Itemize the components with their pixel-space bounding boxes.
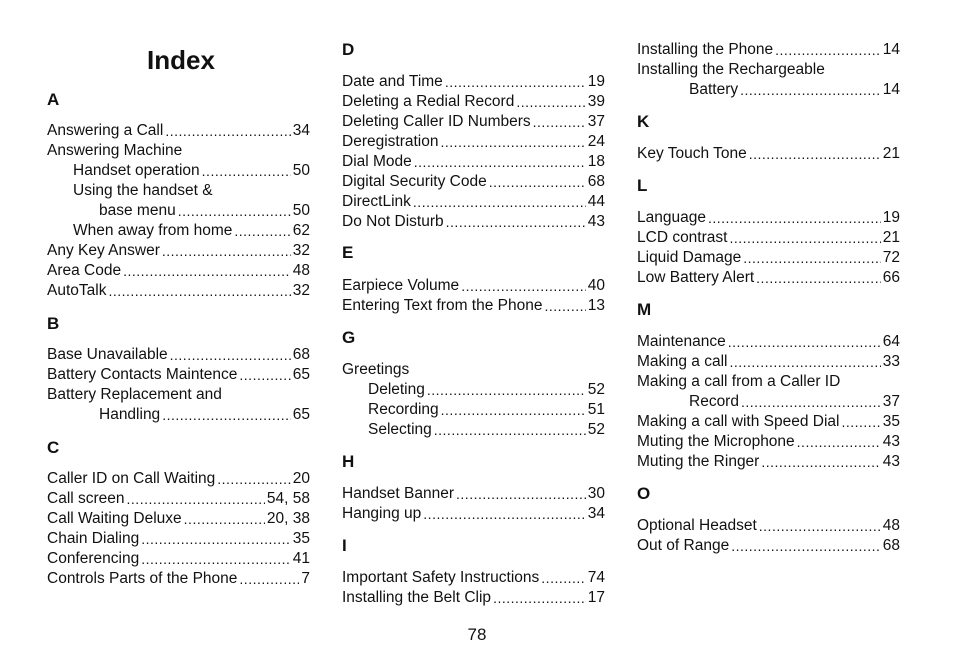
index-entry [637, 60, 900, 80]
dot-leader [234, 221, 290, 241]
index-entry [637, 536, 900, 556]
index-entry [342, 296, 605, 316]
dot-leader [761, 452, 880, 472]
index-entry [342, 132, 605, 152]
index-entry [342, 72, 605, 92]
index-entry [342, 420, 605, 440]
index-entry-term: Making a call with Speed Dial [637, 413, 840, 430]
dot-leader [127, 489, 265, 509]
index-entry [47, 365, 310, 385]
index-entry-page: 66 [882, 269, 900, 286]
index-entry-term: base menu [99, 202, 176, 219]
index-entry-page: 68 [882, 537, 900, 554]
dot-leader [541, 568, 585, 588]
dot-leader [217, 469, 290, 489]
index-entry-term: Making a call from a Caller ID [637, 373, 841, 390]
index-entry-page: 19 [587, 73, 605, 90]
index-entry [637, 352, 900, 372]
dot-leader [544, 296, 585, 316]
index-entry-page: 18 [587, 153, 605, 170]
section-letter: I [342, 536, 347, 555]
index-entry-term: Call screen [47, 490, 125, 507]
index-entry [47, 569, 310, 589]
index-entry-term: Conferencing [47, 550, 140, 567]
index-entry-page: 62 [292, 222, 310, 239]
dot-leader [759, 516, 881, 536]
dot-leader [841, 412, 880, 432]
index-entry-page: 43 [882, 453, 900, 470]
dot-leader [741, 392, 881, 412]
dot-leader [141, 549, 291, 569]
index-entry-page: 52 [587, 421, 605, 438]
index-entry-page: 19 [882, 209, 900, 226]
index-entry [637, 392, 900, 412]
section-letter: K [637, 112, 650, 131]
index-entry-term: Answering a Call [47, 122, 164, 139]
index-entry-page: 48 [292, 262, 310, 279]
index-entry-page: 14 [882, 81, 900, 98]
index-entry-page: 21 [882, 229, 900, 246]
index-entry-page: 44 [587, 193, 605, 210]
index-entry [637, 332, 900, 352]
index-entry-term: Optional Headset [637, 517, 757, 534]
index-entry-term: Caller ID on Call Waiting [47, 470, 216, 487]
dot-leader [162, 241, 291, 261]
index-entry-page: 74 [587, 569, 605, 586]
index-entry-term: Dial Mode [342, 153, 412, 170]
index-entry-page: 32 [292, 282, 310, 299]
index-entry-page: 50 [292, 202, 310, 219]
section-letter: A [47, 90, 60, 109]
index-entry [47, 345, 310, 365]
index-entry-term: Recording [368, 401, 439, 418]
index-entry-page: 40 [587, 277, 605, 294]
index-entry [47, 121, 310, 141]
index-entry [47, 469, 310, 489]
dot-leader [162, 405, 291, 425]
index-entry [47, 529, 310, 549]
dot-leader [427, 380, 586, 400]
index-entry-term: Maintenance [637, 333, 726, 350]
section-letter: H [342, 452, 355, 471]
dot-leader [141, 529, 291, 549]
index-entry-page: 54, 58 [266, 490, 310, 507]
index-entry-page: 43 [587, 213, 605, 230]
index-entry-term: Handset operation [73, 162, 200, 179]
index-entry-page: 35 [882, 413, 900, 430]
index-entry-term: Deleting Caller ID Numbers [342, 113, 531, 130]
index-entry-term: Liquid Damage [637, 249, 742, 266]
index-entry-page: 68 [292, 346, 310, 363]
dot-leader [123, 261, 291, 281]
index-entry [342, 484, 605, 504]
index-entry-page: 7 [301, 570, 310, 587]
index-entry-page: 32 [292, 242, 310, 259]
index-entry-term: When away from home [73, 222, 233, 239]
dot-leader [441, 132, 586, 152]
index-entry-term: Greetings [342, 361, 410, 378]
index-entry-term: Battery Replacement and [47, 386, 222, 403]
index-entry-term: Controls Parts of the Phone [47, 570, 238, 587]
index-entry [342, 568, 605, 588]
index-entry-term: Base Unavailable [47, 346, 168, 363]
dot-leader [461, 276, 586, 296]
dot-leader [446, 212, 586, 232]
index-entry [342, 400, 605, 420]
dot-leader [708, 208, 881, 228]
index-entry-page: 37 [587, 113, 605, 130]
index-entry [47, 405, 310, 425]
index-entry-page: 39 [587, 93, 605, 110]
dot-leader [184, 509, 265, 529]
index-entry-page: 17 [587, 589, 605, 606]
index-entry-term: Digital Security Code [342, 173, 487, 190]
index-entry-term: Installing the Rechargeable [637, 61, 825, 78]
dot-leader [749, 144, 881, 164]
index-entry-term: Entering Text from the Phone [342, 297, 543, 314]
index-entry-term: Answering Machine [47, 142, 183, 159]
index-entry [342, 380, 605, 400]
index-entry-term: Call Waiting Deluxe [47, 510, 182, 527]
index-entry-page: 68 [587, 173, 605, 190]
index-entry-page: 51 [587, 401, 605, 418]
index-entry [342, 588, 605, 608]
index-entry-page: 37 [882, 393, 900, 410]
dot-leader [239, 365, 290, 385]
index-entry [342, 504, 605, 524]
index-entry [342, 212, 605, 232]
index-entry-term: Record [689, 393, 739, 410]
dot-leader [178, 201, 291, 221]
index-entry [47, 181, 310, 201]
section-letter: G [342, 328, 356, 347]
index-entry [637, 452, 900, 472]
section-letter: E [342, 243, 354, 262]
index-entry-term: Language [637, 209, 706, 226]
index-entry-term: Any Key Answer [47, 242, 160, 259]
index-entry-term: Hanging up [342, 505, 422, 522]
dot-leader [239, 569, 299, 589]
dot-leader [423, 504, 585, 524]
index-entry-page: 21 [882, 145, 900, 162]
index-entry-page: 72 [882, 249, 900, 266]
index-entry [637, 432, 900, 452]
index-entry-term: AutoTalk [47, 282, 107, 299]
dot-leader [489, 172, 586, 192]
index-entry [637, 268, 900, 288]
index-entry [342, 92, 605, 112]
index-entry-term: Out of Range [637, 537, 730, 554]
index-entry-term: Chain Dialing [47, 530, 140, 547]
dot-leader [797, 432, 881, 452]
index-entry-term: Key Touch Tone [637, 145, 747, 162]
index-entry-page: 24 [587, 133, 605, 150]
index-entry-page: 13 [587, 297, 605, 314]
index-entry [47, 549, 310, 569]
index-entry-page: 30 [587, 485, 605, 502]
dot-leader [775, 40, 881, 60]
index-entry [342, 112, 605, 132]
index-entry-term: Earpiece Volume [342, 277, 460, 294]
index-entry-page: 14 [882, 41, 900, 58]
index-entry [47, 281, 310, 301]
index-entry [47, 221, 310, 241]
index-entry [637, 40, 900, 60]
index-entry-term: Muting the Ringer [637, 453, 760, 470]
index-entry-term: Using the handset & [73, 182, 213, 199]
index-entry-term: Battery [689, 81, 739, 98]
dot-leader [165, 121, 290, 141]
index-entry-term: Battery Contacts Maintence [47, 366, 238, 383]
index-entry-term: DirectLink [342, 193, 411, 210]
index-entry-term: Muting the Microphone [637, 433, 795, 450]
index-entry-term: Deleting a Redial Record [342, 93, 515, 110]
dot-leader [731, 536, 881, 556]
index-entry-term: Selecting [368, 421, 432, 438]
index-entry-page: 43 [882, 433, 900, 450]
index-entry-term: Handling [99, 406, 161, 423]
index-entry-term: Making a call [637, 353, 728, 370]
index-entry-page: 50 [292, 162, 310, 179]
index-entry-page: 65 [292, 406, 310, 423]
index-entry [342, 192, 605, 212]
dot-leader [729, 228, 880, 248]
dot-leader [728, 332, 881, 352]
index-entry-page: 48 [882, 517, 900, 534]
dot-leader [756, 268, 881, 288]
index-entry-page: 41 [292, 550, 310, 567]
page-title: Index [147, 45, 215, 76]
index-entry [637, 228, 900, 248]
index-entry-page: 34 [292, 122, 310, 139]
index-entry-page: 33 [882, 353, 900, 370]
index-entry [637, 144, 900, 164]
index-entry-page: 65 [292, 366, 310, 383]
section-letter: C [47, 438, 60, 457]
dot-leader [456, 484, 586, 504]
index-entry [47, 489, 310, 509]
index-entry [342, 276, 605, 296]
index-entry-term: Low Battery Alert [637, 269, 755, 286]
index-entry [342, 152, 605, 172]
dot-leader [516, 92, 585, 112]
index-entry-term: Important Safety Instructions [342, 569, 540, 586]
index-entry-term: Date and Time [342, 73, 443, 90]
index-entry [637, 516, 900, 536]
index-entry-page: 52 [587, 381, 605, 398]
index-entry-page: 20, 38 [266, 510, 310, 527]
index-entry [637, 80, 900, 100]
index-entry-page: 35 [292, 530, 310, 547]
index-entry-term: Installing the Belt Clip [342, 589, 492, 606]
index-entry [47, 241, 310, 261]
index-entry-term: Deregistration [342, 133, 439, 150]
dot-leader [740, 80, 881, 100]
dot-leader [743, 248, 880, 268]
index-entry-term: Handset Banner [342, 485, 455, 502]
dot-leader [202, 161, 291, 181]
index-entry-page: 20 [292, 470, 310, 487]
dot-leader [108, 281, 290, 301]
dot-leader [414, 152, 586, 172]
dot-leader [533, 112, 586, 132]
section-letter: O [637, 484, 651, 503]
index-entry-term: Installing the Phone [637, 41, 774, 58]
dot-leader [434, 420, 586, 440]
index-entry [342, 172, 605, 192]
dot-leader [729, 352, 880, 372]
dot-leader [493, 588, 586, 608]
index-entry-term: Area Code [47, 262, 122, 279]
index-entry [637, 412, 900, 432]
index-entry [47, 161, 310, 181]
section-letter: B [47, 314, 60, 333]
page-number: 78 [467, 625, 487, 644]
dot-leader [441, 400, 586, 420]
index-entry [47, 141, 310, 161]
index-entry [342, 360, 605, 380]
index-entry [637, 248, 900, 268]
index-entry-term: LCD contrast [637, 229, 728, 246]
index-entry-page: 34 [587, 505, 605, 522]
index-entry-term: Deleting [368, 381, 425, 398]
section-letter: D [342, 40, 355, 59]
index-entry [47, 509, 310, 529]
index-entry-term: Do Not Disturb [342, 213, 444, 230]
dot-leader [413, 192, 586, 212]
dot-leader [170, 345, 291, 365]
section-letter: M [637, 300, 652, 319]
index-entry [47, 385, 310, 405]
index-entry [47, 201, 310, 221]
dot-leader [445, 72, 586, 92]
index-entry-page: 64 [882, 333, 900, 350]
index-entry [47, 261, 310, 281]
index-entry [637, 372, 900, 392]
section-letter: L [637, 176, 648, 195]
index-entry [637, 208, 900, 228]
